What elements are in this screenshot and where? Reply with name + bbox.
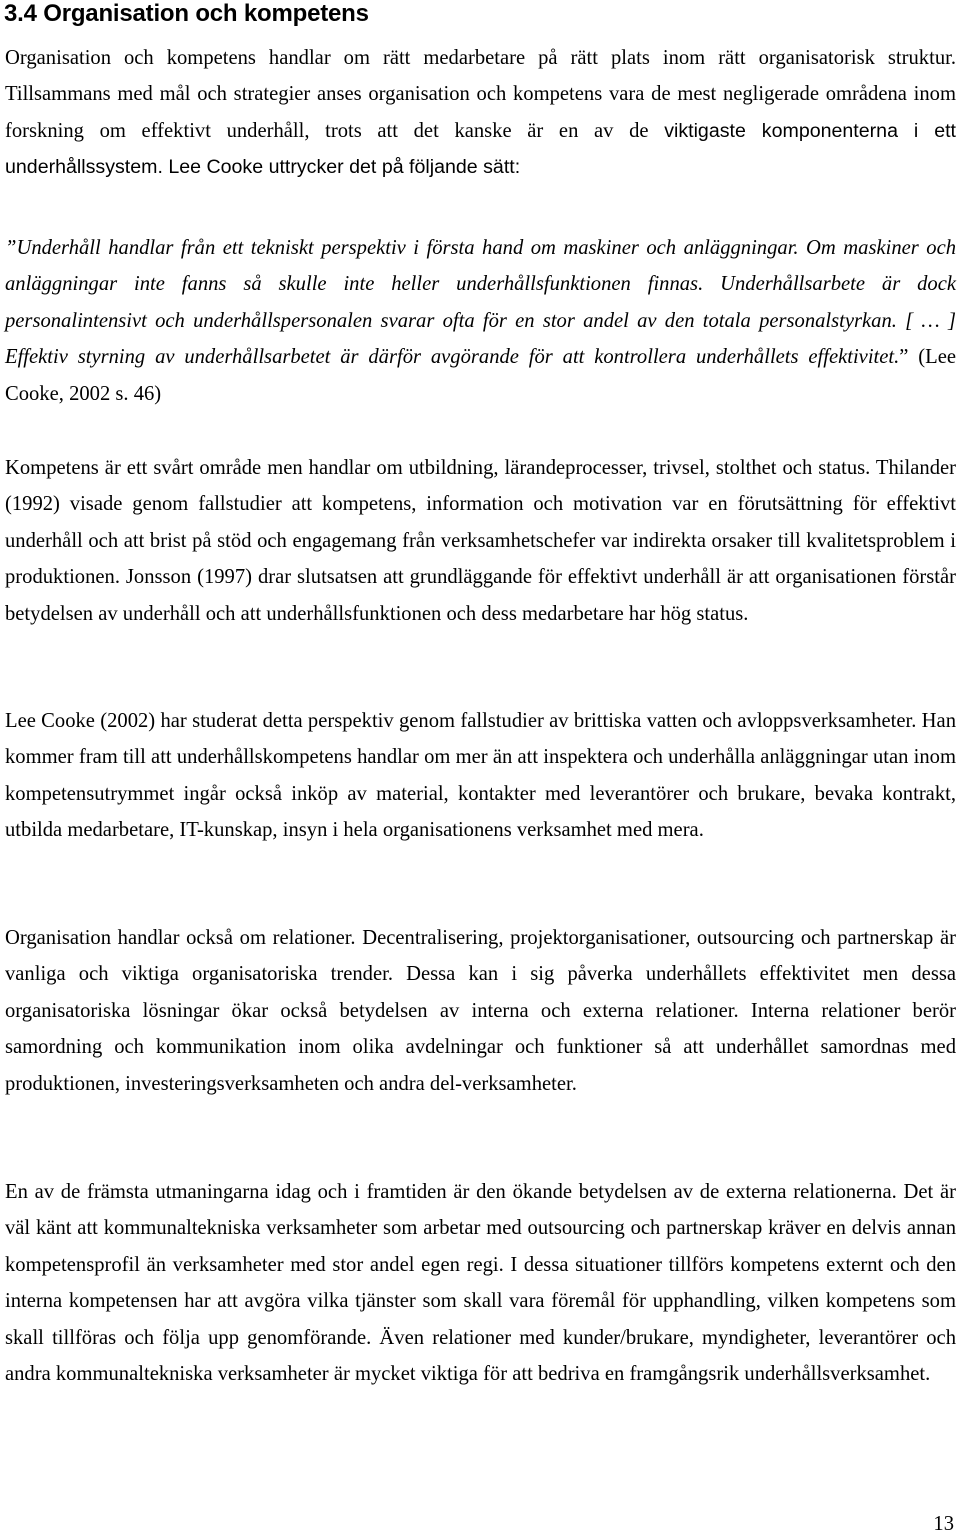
introduction-text: Organisation och kompetens handlar om rätt medarbetare på rätt plats inom rätt organisatorisk struktur. Tillsammans med mål och strategier anses organisation och kompetens vara de mest negligerade områdena inom forskning om effektivt underhåll, trots att det kanske är en av de: [5, 47, 956, 142]
quote-citation: ” (Lee Cooke, 2002 s. 46): [5, 346, 956, 405]
paragraph-relationer: Organisation handlar också om relationer. Decentralisering, projektorganisationer, outsourcing och partnerskap är vanliga och viktiga organisatoriska trender. Dessa kan i sig påverka underhållets effektivitet men dessa organisatoriska lösningar ökar också betydelsen av interna och externa relationer. Interna relationer berör samordning och kommunikation inom olika avdelningar och funktioner så att underhållet samordnas med produktionen, investeringsverksamheten och andra del-verksamheter.: [5, 927, 956, 1095]
introduction-text-sans: viktigaste komponenterna i ett underhållssystem. Lee Cooke uttrycker det på följande sätt:: [5, 119, 956, 179]
paragraph-kompetens: Kompetens är ett svårt område men handlar om utbildning, lärandeprocesser, trivsel, stolthet och status. Thilander (1992) visade genom fallstudier att kompetens, information och motivation var en förutsättning för effektivt underhåll och att brist på stöd och engagemang från verksamhetschefer var indirekta orsaker till kvalitetsproblem i produktionen. Jonsson (1997) drar slutsatsen att grundläggande för effektivt underhåll är att organisationen förstår betydelsen av underhåll och att underhållsfunktionen och dess medarbetare har hög status.: [5, 457, 956, 625]
paragraph-introduction: [5, 40, 956, 186]
section-heading: 3.4 Organisation och kompetens: [4, 0, 369, 27]
page-number: 13: [933, 1513, 954, 1535]
quote-block: [5, 230, 956, 412]
paragraph-externa-relationer: En av de främsta utmaningarna idag och i framtiden är den ökande betydelsen av de externa relationerna. Det är väl känt att kommunaltekniska verksamheter som arbetar med outsourcing och partnerskap kräver en delvis annan kompetensprofil än verksamheter med stor andel egen regi. I dessa situationer tillförs kompetens externt och den interna kompetensen har att avgöra vilka tjänster som skall vara föremål för upphandling, vilken kompetens som skall tillföras och följa upp genomförande. Även relationer med kunder/brukare, myndigheter, leverantörer och andra kommunaltekniska verksamheter är mycket viktiga för att bedriva en framgångsrik underhållsverksamhet.: [5, 1181, 956, 1386]
paragraph-lee-cooke: Lee Cooke (2002) har studerat detta perspektiv genom fallstudier av brittiska vatten och avloppsverksamheter. Han kommer fram till att underhållskompetens handlar om mer än att inspektera och underhålla anläggningar utan inom kompetensutrymmet ingår också inköp av material, kontakter med leverantörer och brukare, bevaka kontrakt, utbilda medarbetare, IT-kunskap, insyn i hela organisationens verksamhet med mera.: [5, 710, 956, 842]
quote-text: ”Underhåll handlar från ett tekniskt perspektiv i första hand om maskiner och anläggningar. Om maskiner och anläggningar inte fanns så skulle inte heller underhållsfunktionen finnas. Underhållsarbete är dock personalintensivt och underhållspersonalen svarar ofta för en stor andel av den totala personalstyrkan. [ … ] Effektiv styrning av underhållsarbetet är därför avgörande för att kontrollera underhållets effektivitet.: [5, 237, 956, 369]
